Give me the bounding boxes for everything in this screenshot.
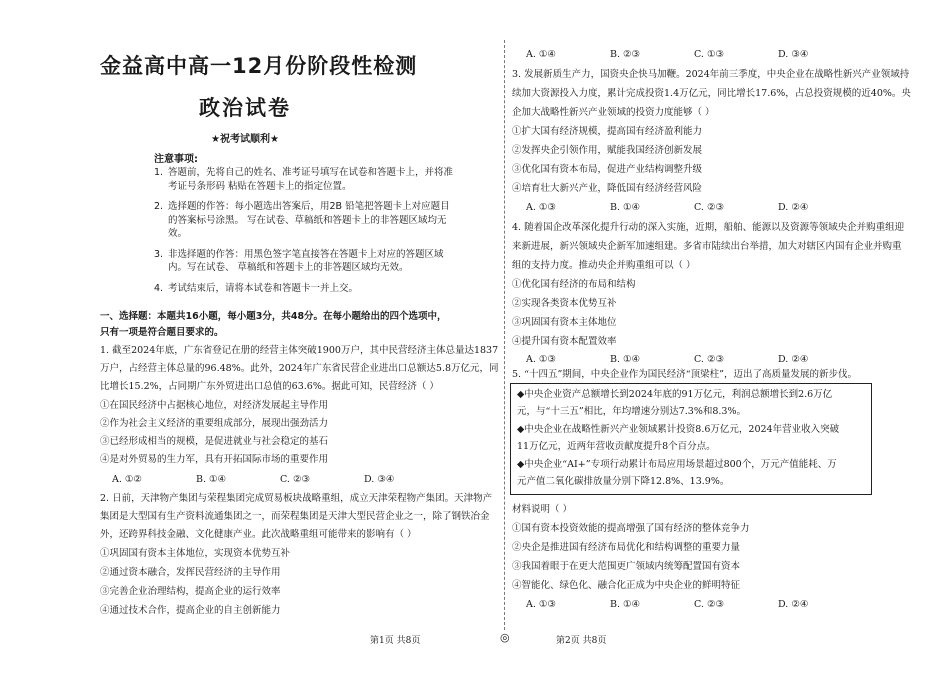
note-text: 非选择题的作答：用黑色签字笔直接答在答题卡上对应的答题区域内。写在试卷、 草稿纸和答题卡上的非答题区域均无效。 — [168, 248, 444, 273]
q1-option-b[interactable]: B. ①④ — [196, 474, 227, 485]
q5-item: ①国有资本投资效能的提高增强了国有经济的整体竞争力 — [512, 523, 750, 534]
q1-item: ④是对外贸易的生力军，具有开拓国际市场的重要作用 — [100, 454, 329, 465]
q4-item: ③巩固国有资本主体地位 — [512, 317, 617, 328]
q2-item: ③完善企业治理结构，提高企业的运行效率 — [100, 586, 281, 597]
q5-item: ③我国着眼于在更大范围更广领域内统筹配置国有资本 — [512, 561, 741, 572]
q2-option-a[interactable]: A. ①④ — [526, 49, 556, 60]
q5-options — [526, 596, 862, 614]
note-number: 3. — [154, 248, 164, 260]
q5-material-line: ◆中央企业资产总额增长到2024年底的91万亿元，利润总额增长到2.6万亿 — [517, 389, 833, 400]
q5-material-line: 元产值二氧化碳排放量分别下降12.8%、13.9%。 — [517, 476, 730, 487]
q2-item: ①巩固国有资本主体地位，实现资本优势互补 — [100, 548, 291, 559]
q1-option-d[interactable]: D. ③④ — [364, 474, 395, 485]
q1-item: ②作为社会主义经济的重要组成部分，展现出强劲活力 — [100, 418, 329, 429]
q5-item: ④智能化、绿色化、融合化正成为中央企业的鲜明特征 — [512, 580, 741, 591]
q1-item: ③已经形成相当的规模，是促进就业与社会稳定的基石 — [100, 436, 329, 447]
q4-stem-line: 组的支持力度。推动央企并购重组可以（ ） — [512, 260, 696, 271]
note-item — [154, 200, 454, 241]
note-number: 1. — [154, 167, 164, 178]
q4-option-c[interactable]: C. ②③ — [694, 354, 725, 365]
note-number: 4. — [154, 282, 164, 294]
column-divider — [504, 40, 505, 630]
exam-title: 金益高中高一12月份阶段性检测 — [100, 54, 418, 78]
q5-material-box — [510, 383, 872, 495]
q5-material-line: ◆中央企业“AI+”专项行动累计布局应用场景超过800个，万元产值能耗、万 — [517, 459, 837, 470]
notes-list — [154, 166, 454, 302]
section-heading-line2: 只有一项是符合题目要求的。 — [100, 327, 224, 338]
q4-item: ④提升国有资本配置效率 — [512, 336, 617, 347]
q2-item: ④通过技术合作，提高企业的自主创新能力 — [100, 605, 281, 616]
q3-stem-line: 企加大战略性新兴产业领域的投资力度能够（ ） — [512, 107, 715, 118]
q3-stem-line: 续加大资源投入力度，累计完成投资1.4万亿元，同比增长17.6%，占总投资规模的近40%。央 — [512, 88, 911, 99]
note-text: 考试结束后，请将本试卷和答题卡一并上交。 — [168, 282, 359, 294]
q3-option-a[interactable]: A. ①③ — [526, 202, 556, 213]
q1-item: ①在国民经济中占据核心地位，对经济发展起主导作用 — [100, 400, 329, 411]
q1-option-c[interactable]: C. ②③ — [280, 474, 311, 485]
exam-subject-title: 政治试卷 — [199, 96, 291, 120]
q5-option-b[interactable]: B. ①④ — [610, 599, 641, 610]
q2-stem-line: 集团是大型国有生产资料流通集团之一，而荣程集团是天津大型民营企业之一，除了钢铁冶金 — [100, 511, 490, 522]
note-item — [154, 248, 454, 275]
q5-option-d[interactable]: D. ②④ — [778, 599, 809, 610]
q1-stem-line: 比增长15.2%，占同期广东外贸进出口总值的63.6%。据此可知，民营经济（ ） — [100, 381, 439, 392]
q2-item: ②通过资本融合，发挥民营经济的主导作用 — [100, 567, 281, 578]
q2-stem-line: 外，还跨界科技金融、文化健康产业。此次战略重组可能带来的影响有（ ） — [100, 529, 417, 540]
note-number: 2. — [154, 201, 164, 212]
q3-options — [526, 199, 862, 217]
q5-option-a[interactable]: A. ①③ — [526, 599, 556, 610]
q3-option-c[interactable]: C. ②③ — [694, 202, 725, 213]
q2-option-b[interactable]: B. ②③ — [610, 49, 641, 60]
q2-options — [526, 46, 862, 64]
q4-option-a[interactable]: A. ①③ — [526, 354, 556, 365]
q3-option-b[interactable]: B. ①④ — [610, 202, 641, 213]
page-footer-left: 第1页 共8页 — [370, 636, 421, 646]
q4-stem-line: 4. 随着国企改革深化提升行动的深入实施，近期，船舶、能源以及资源等领域央企并购重组迎 — [512, 222, 905, 233]
q3-item: ②发挥央企引领作用，赋能我国经济创新发展 — [512, 145, 703, 156]
q1-options — [112, 471, 448, 489]
q1-option-a[interactable]: A. ①② — [112, 474, 142, 485]
q5-material-line: 11万亿元，近两年营收贡献度提升8个百分点。 — [517, 441, 716, 452]
q4-option-d[interactable]: D. ②④ — [778, 354, 809, 365]
page-footer-right: 第2页 共8页 — [556, 636, 607, 646]
q4-item: ②实现各类资本优势互补 — [512, 298, 617, 309]
q3-stem-line: 3. 发展新质生产力，国资央企快马加鞭。2024年前三季度，中央企业在战略性新兴产业领域持 — [512, 69, 910, 80]
q4-option-b[interactable]: B. ①④ — [610, 354, 641, 365]
notes-heading: 注意事项: — [154, 154, 198, 165]
q3-option-d[interactable]: D. ②④ — [778, 202, 809, 213]
q2-stem-line: 2. 日前，天津物产集团与荣程集团完成贸易板块战略重组，成立天津荣程物产集团。天津物产 — [100, 493, 493, 504]
q3-item: ①扩大国有经济规模，提高国有经济盈利能力 — [512, 126, 703, 137]
q4-stem-line: 来新进展，新兴领域央企新军加速组建。多省市陆续出台举措，加大对辖区内国有企业并购重 — [512, 241, 902, 252]
q5-option-c[interactable]: C. ②③ — [694, 599, 725, 610]
q3-item: ③优化国有资本布局，促进产业结构调整升级 — [512, 164, 703, 175]
q2-option-c[interactable]: C. ①③ — [694, 49, 725, 60]
q4-item: ①优化国有经济的布局和结构 — [512, 279, 636, 290]
q1-stem-line: 1. 截至2024年底，广东省登记在册的经营主体突破1900万户，其中民营经济主体总量达1837 — [100, 345, 499, 356]
q2-option-d[interactable]: D. ③④ — [778, 49, 809, 60]
q5-material-line: 元，与“十三五”相比，年均增速分别达7.3%和8.3%。 — [517, 406, 746, 417]
note-text: 选择题的作答：每小题选出答案后，用2B 铅笔把答题卡上对应题目的答案标号涂黑。 写在试卷、草稿纸和答题卡上的非答题区域均无效。 — [168, 201, 450, 239]
q5-material-line: ◆中央企业在战略性新兴产业领域累计投资8.6万亿元，2024年营业收入突破 — [517, 424, 840, 435]
note-item — [154, 282, 454, 296]
note-text: 答题前，先将自己的姓名、准考证号填写在试卷和答题卡上，并将准考证号条形码 粘贴在答题卡上的指定位置。 — [168, 167, 454, 192]
q5-prompt: 材料说明（ ） — [512, 504, 573, 515]
q5-item: ②央企是推进国有经济布局优化和结构调整的重要力量 — [512, 542, 741, 553]
q5-stem: 5. “十四五”期间，中央企业作为国民经济“顶梁柱”，迈出了高质量发展的新步伐。 — [512, 369, 858, 380]
q3-item: ④培育壮大新兴产业，降低国有经济经营风险 — [512, 183, 703, 194]
note-item — [154, 166, 454, 193]
q1-stem-line: 万户，占经营主体总量的96.48%。此外，2024年广东省民营企业进出口总额达5.8万亿元，同 — [100, 363, 499, 374]
section-heading-line1: 一、选择题：本题共16小题，每小题3分，共48分。在每小题给出的四个选项中， — [100, 311, 447, 322]
good-luck-banner: ★祝考试顺利★ — [211, 134, 279, 145]
center-seal-icon: ◎ — [500, 631, 510, 644]
